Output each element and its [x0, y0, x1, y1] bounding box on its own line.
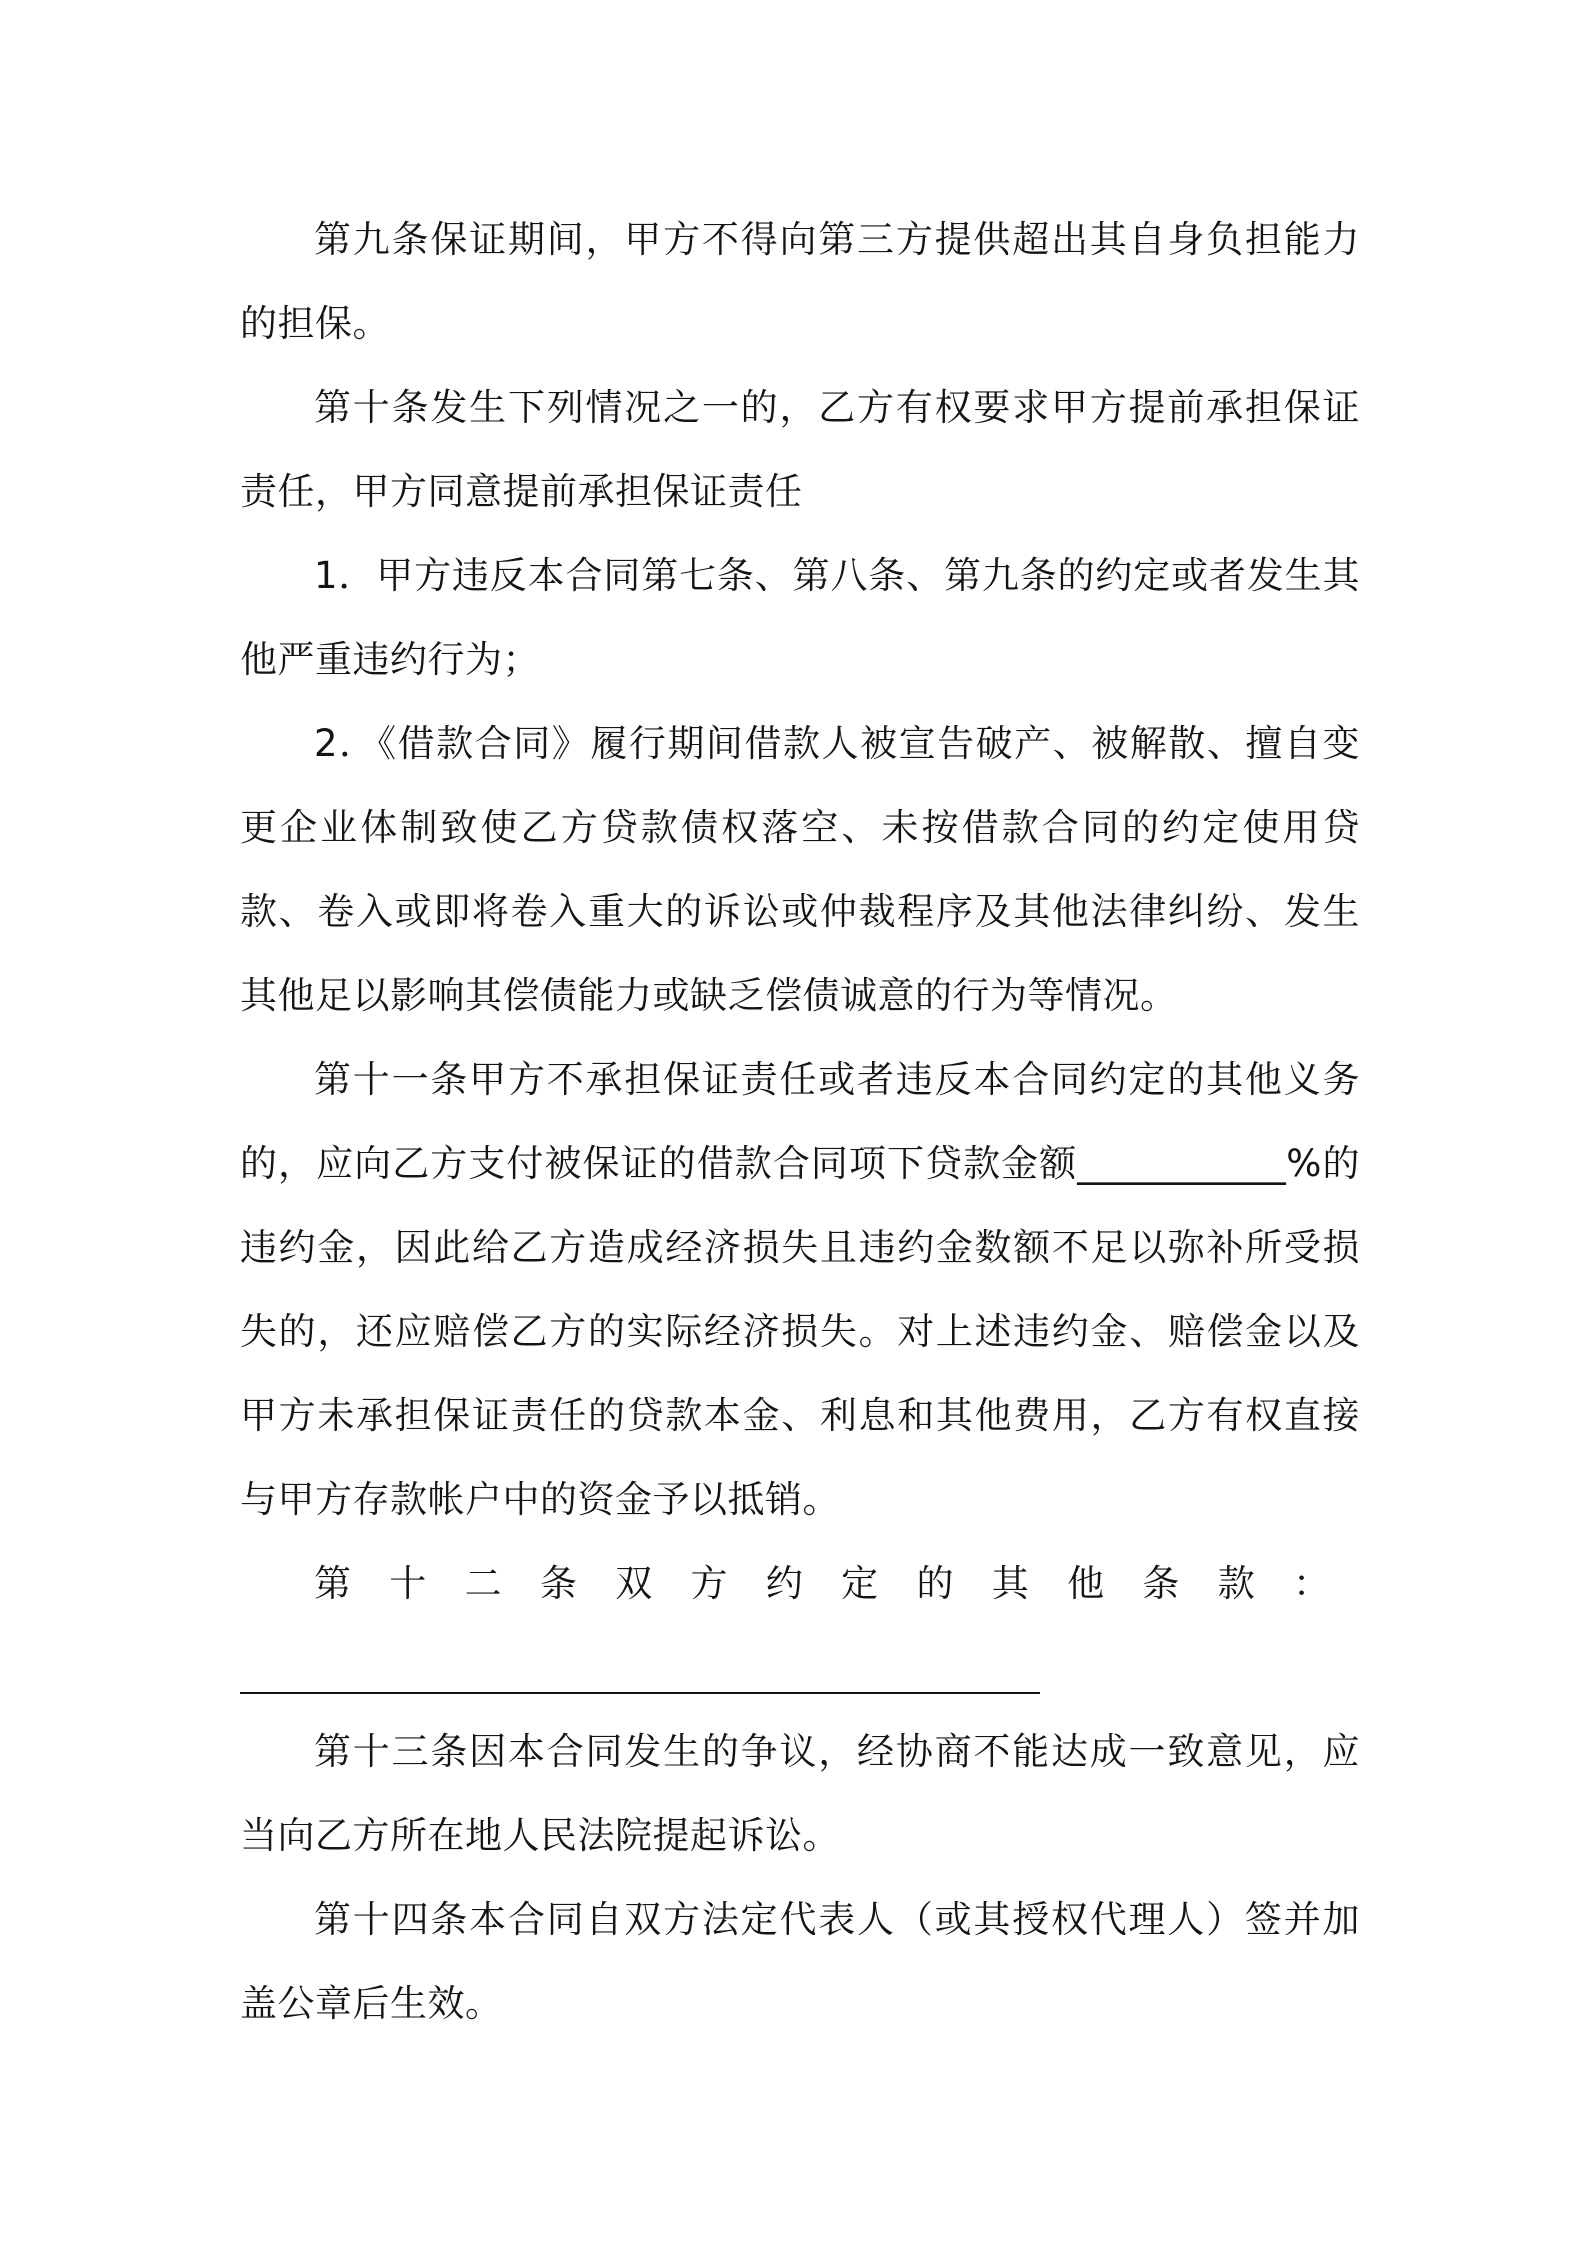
- article-12-fill-line: [240, 1626, 1040, 1710]
- article-12: 第十二条双方约定的其他条款：: [314, 1562, 1360, 1605]
- article-11: 第十一条甲方不承担保证责任或者违反本合同约定的其他义务的，应向乙方支付被保证的借款合同项下贷款金额___________%的违约金，因此给乙方造成经济损失且违约金数额不足以弥补所受损失的，还应赔偿乙方的实际经济损失。对上述违约金、赔偿金以及甲方未承担保证责任的贷款本金、利息和其他费用，乙方有权直接与甲方存款帐户中的资金予以抵销。: [240, 1058, 1360, 1521]
- article-10-item-2: 2．《借款合同》履行期间借款人被宣告破产、被解散、擅自变更企业体制致使乙方贷款债权落空、未按借款合同的约定使用贷款、卷入或即将卷入重大的诉讼或仲裁程序及其他法律纠纷、发生其他足以影响其偿债能力或缺乏偿债诚意的行为等情况。: [240, 722, 1360, 1017]
- document-body: [240, 198, 1360, 2046]
- article-10-item-1: 1．甲方违反本合同第七条、第八条、第九条的约定或者发生其他严重违约行为；: [240, 554, 1360, 681]
- article-14: 第十四条本合同自双方法定代表人（或其授权代理人）签并加盖公章后生效。: [240, 1898, 1360, 2025]
- article-13: 第十三条因本合同发生的争议，经协商不能达成一致意见，应当向乙方所在地人民法院提起诉讼。: [240, 1730, 1360, 1857]
- article-9: 第九条保证期间，甲方不得向第三方提供超出其自身负担能力的担保。: [240, 218, 1360, 345]
- article-10: 第十条发生下列情况之一的，乙方有权要求甲方提前承担保证责任，甲方同意提前承担保证责任: [240, 386, 1360, 513]
